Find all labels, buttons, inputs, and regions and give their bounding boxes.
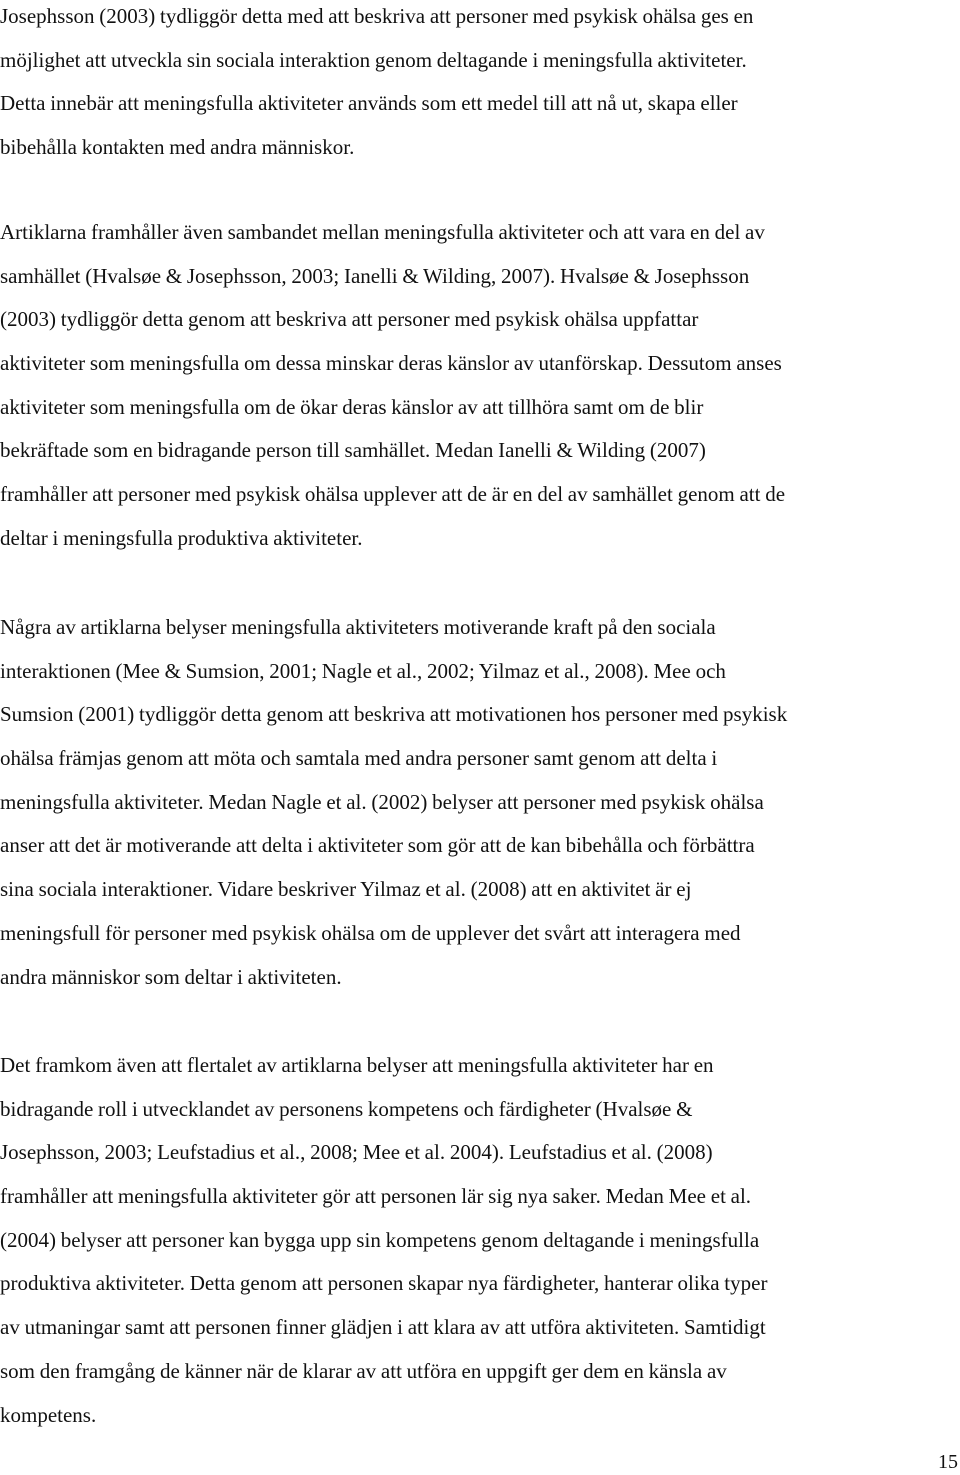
text-line: aktiviteter som meningsfulla om de ökar deras känslor av att tillhöra samt om de blir	[0, 394, 704, 419]
paragraph-2	[0, 211, 960, 561]
paragraph-1	[0, 0, 960, 170]
paragraph-3	[0, 606, 960, 999]
text-line: bidragande roll i utvecklandet av personens kompetens och färdigheter (Hvalsøe &	[0, 1096, 693, 1121]
text-line: bibehålla kontakten med andra människor.	[0, 135, 355, 160]
text-line: Detta innebär att meningsfulla aktiviteter används som ett medel till att nå ut, skapa eller	[0, 91, 738, 116]
text-line: (2003) tydliggör detta genom att beskriva att personer med psykisk ohälsa uppfattar	[0, 307, 699, 332]
text-line: samhället (Hvalsøe & Josephsson, 2003; Ianelli & Wilding, 2007). Hvalsøe & Josephsson	[0, 263, 750, 288]
text-line: bekräftade som en bidragande person till samhället. Medan Ianelli & Wilding (2007)	[0, 438, 706, 463]
text-line: interaktionen (Mee & Sumsion, 2001; Nagle et al., 2002; Yilmaz et al., 2008). Mee och	[0, 658, 726, 683]
text-line: andra människor som deltar i aktiviteten.	[0, 964, 342, 989]
text-line: anser att det är motiverande att delta i aktiviteter som gör att de kan bibehålla och förbättra	[0, 833, 755, 858]
text-line: framhåller att personer med psykisk ohälsa upplever att de är en del av samhället genom att de	[0, 482, 786, 507]
text-line: ohälsa främjas genom att möta och samtala med andra personer samt genom att delta i	[0, 746, 718, 771]
text-line: Det framkom även att flertalet av artiklarna belyser att meningsfulla aktiviteter har en	[0, 1053, 714, 1077]
text-line: Artiklarna framhåller även sambandet mellan meningsfulla aktiviteter och att vara en del av	[0, 220, 765, 244]
text-line: Josephsson (2003) tydliggör detta med att beskriva att personer med psykisk ohälsa ges en	[0, 4, 754, 28]
text-line: möjlighet att utveckla sin sociala interaktion genom deltagande i meningsfulla aktiviteter.	[0, 47, 747, 72]
text-line: meningsfull för personer med psykisk ohälsa om de upplever det svårt att interagera med	[0, 920, 741, 945]
text-line: produktiva aktiviteter. Detta genom att personen skapar nya färdigheter, hanterar olika typer	[0, 1271, 768, 1296]
text-line: framhåller att meningsfulla aktiviteter gör att personen lär sig nya saker. Medan Mee et al.	[0, 1184, 752, 1209]
text-line: som den framgång de känner när de klarar av att utföra en uppgift ger dem en känsla av	[0, 1358, 727, 1383]
text-line: meningsfulla aktiviteter. Medan Nagle et al. (2002) belyser att personer med psykisk ohälsa	[0, 789, 764, 814]
text-line: Några av artiklarna belyser meningsfulla aktiviteters motiverande kraft på den sociala	[0, 615, 716, 639]
text-line: Josephsson, 2003; Leufstadius et al., 2008; Mee et al. 2004). Leufstadius et al. (2008)	[0, 1140, 713, 1165]
text-line: aktiviteter som meningsfulla om dessa minskar deras känslor av utanförskap. Dessutom anses	[0, 351, 782, 376]
text-line: sina sociala interaktioner. Vidare beskriver Yilmaz et al. (2008) att en aktivitet är ej	[0, 877, 692, 902]
text-line: av utmaningar samt att personen finner glädjen i att klara av att utföra aktiviteten. Samtidigt	[0, 1315, 766, 1340]
text-line: (2004) belyser att personer kan bygga upp sin kompetens genom deltagande i meningsfulla	[0, 1227, 760, 1252]
page-number: 15	[938, 1451, 958, 1473]
text-line: deltar i meningsfulla produktiva aktiviteter.	[0, 525, 363, 550]
text-line: kompetens.	[0, 1402, 97, 1427]
paragraph-4	[0, 1044, 960, 1437]
text-line: Sumsion (2001) tydliggör detta genom att beskriva att motivationen hos personer med psykisk	[0, 702, 788, 727]
